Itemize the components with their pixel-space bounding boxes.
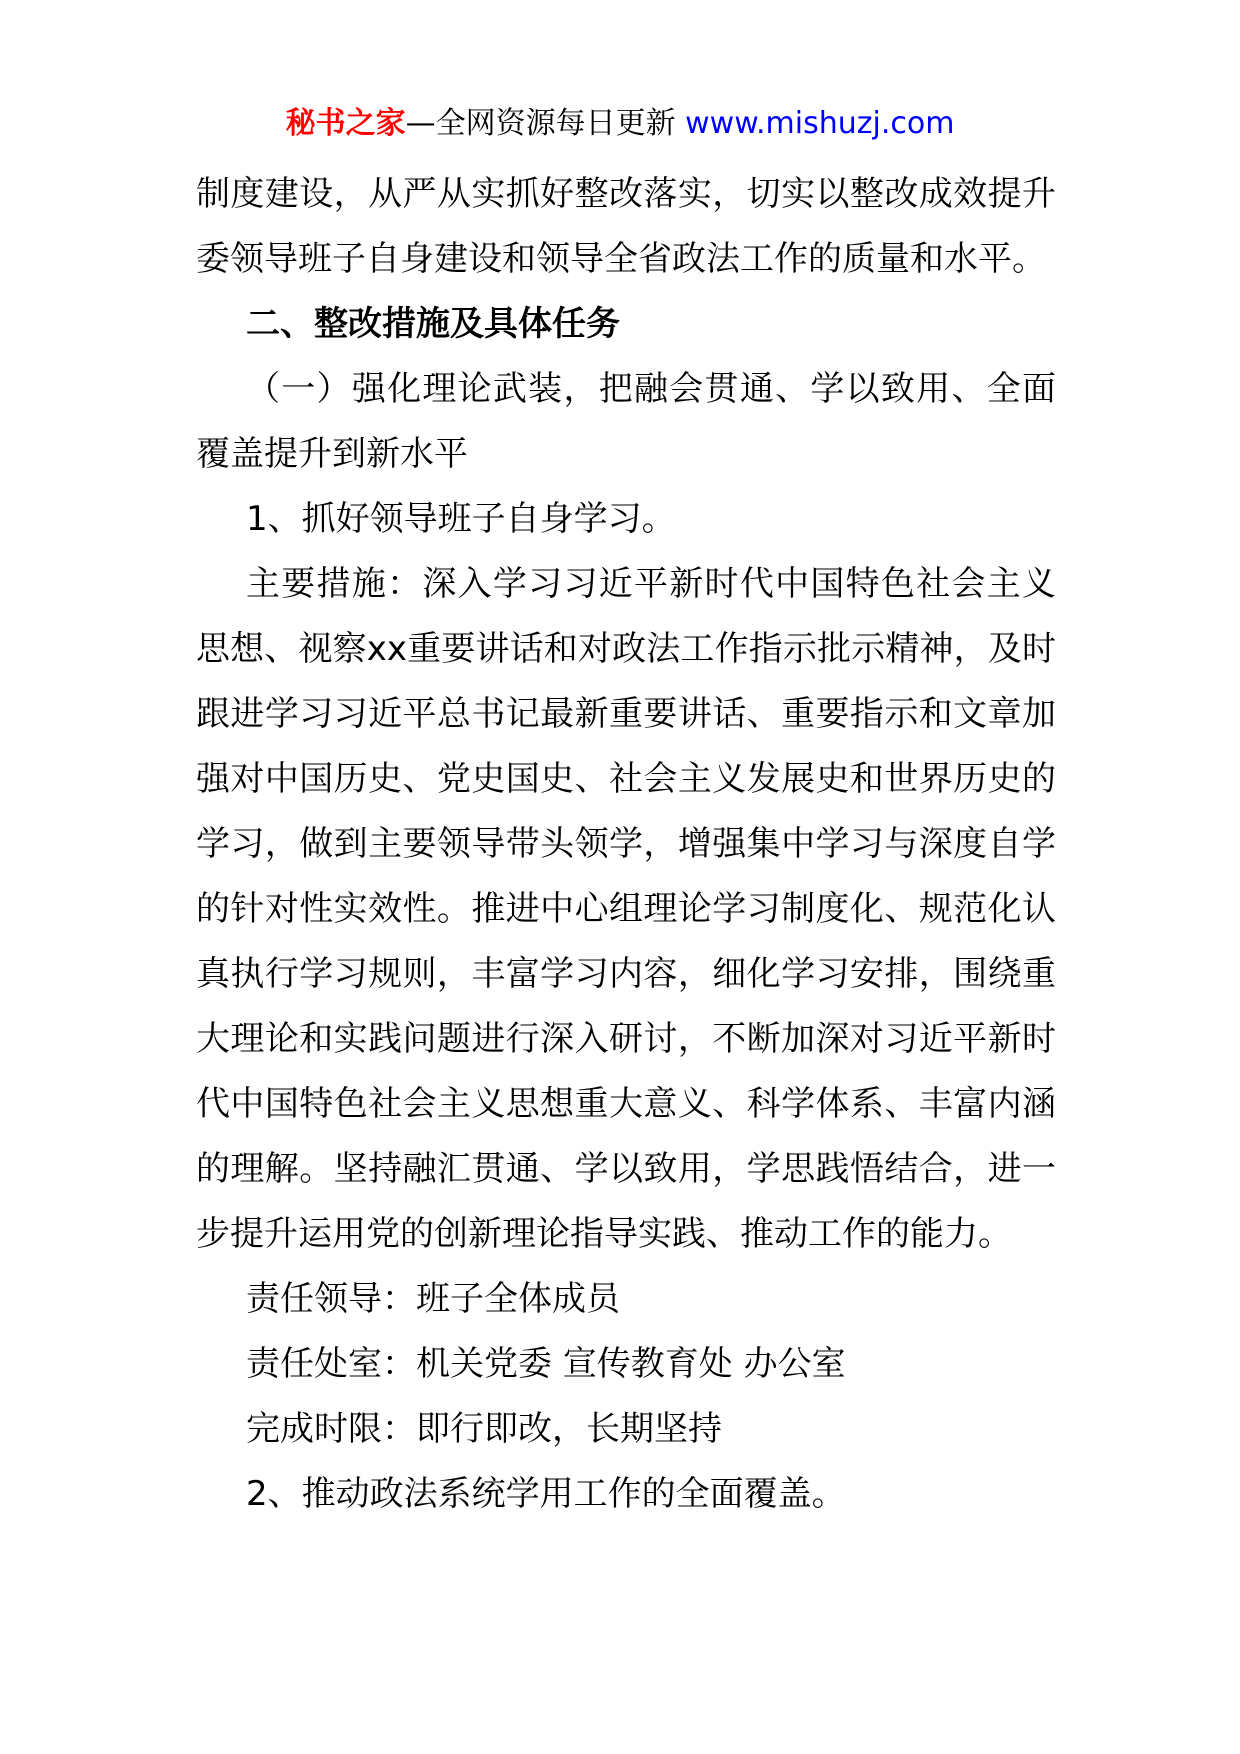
- site-header: [0, 100, 1240, 148]
- document-body: [196, 162, 1056, 1527]
- paragraph-intro: 制度建设，从严从实抓好整改落实，切实以整改成效提升委领导班子自身建设和领导全省政法工作的质量和水平。: [196, 174, 1056, 279]
- section-heading: 二、整改措施及具体任务: [246, 304, 620, 344]
- paragraph-measures: 主要措施：深入学习习近平新时代中国特色社会主义思想、视察xx重要讲话和对政法工作指示批示精神，及时跟进学习习近平总书记最新重要讲话、重要指示和文章加强对中国历史、党史国史、社会主义发展史和世界历史的学习，做到主要领导带头领学，增强集中学习与深度自学的针对性实效性。推进中心组理论学习制度化、规范化认真执行学习规则，丰富学习内容，细化学习安排，围绕重大理论和实践问题进行深入研讨，不断加深对习近平新时代中国特色社会主义思想重大意义、科学体系、丰富内涵的理解。坚持融汇贯通、学以致用，学思践悟结合，进一步提升运用党的创新理论指导实践、推动工作的能力。: [196, 564, 1056, 1254]
- item-heading-1: 1、抓好领导班子自身学习。: [246, 499, 676, 539]
- responsible-leader: 责任领导：班子全体成员: [246, 1279, 620, 1319]
- site-url-link[interactable]: www.mishuzj.com: [685, 106, 955, 141]
- site-tagline: —全网资源每日更新: [405, 106, 686, 141]
- item-heading-2: 2、推动政法系统学用工作的全面覆盖。: [246, 1474, 846, 1514]
- deadline: 完成时限：即行即改，长期坚持: [246, 1409, 722, 1449]
- subsection-heading: （一）强化理论武装，把融会贯通、学以致用、全面覆盖提升到新水平: [196, 369, 1056, 474]
- site-brand: 秘书之家: [285, 106, 406, 141]
- responsible-office: 责任处室：机关党委 宣传教育处 办公室: [246, 1344, 846, 1384]
